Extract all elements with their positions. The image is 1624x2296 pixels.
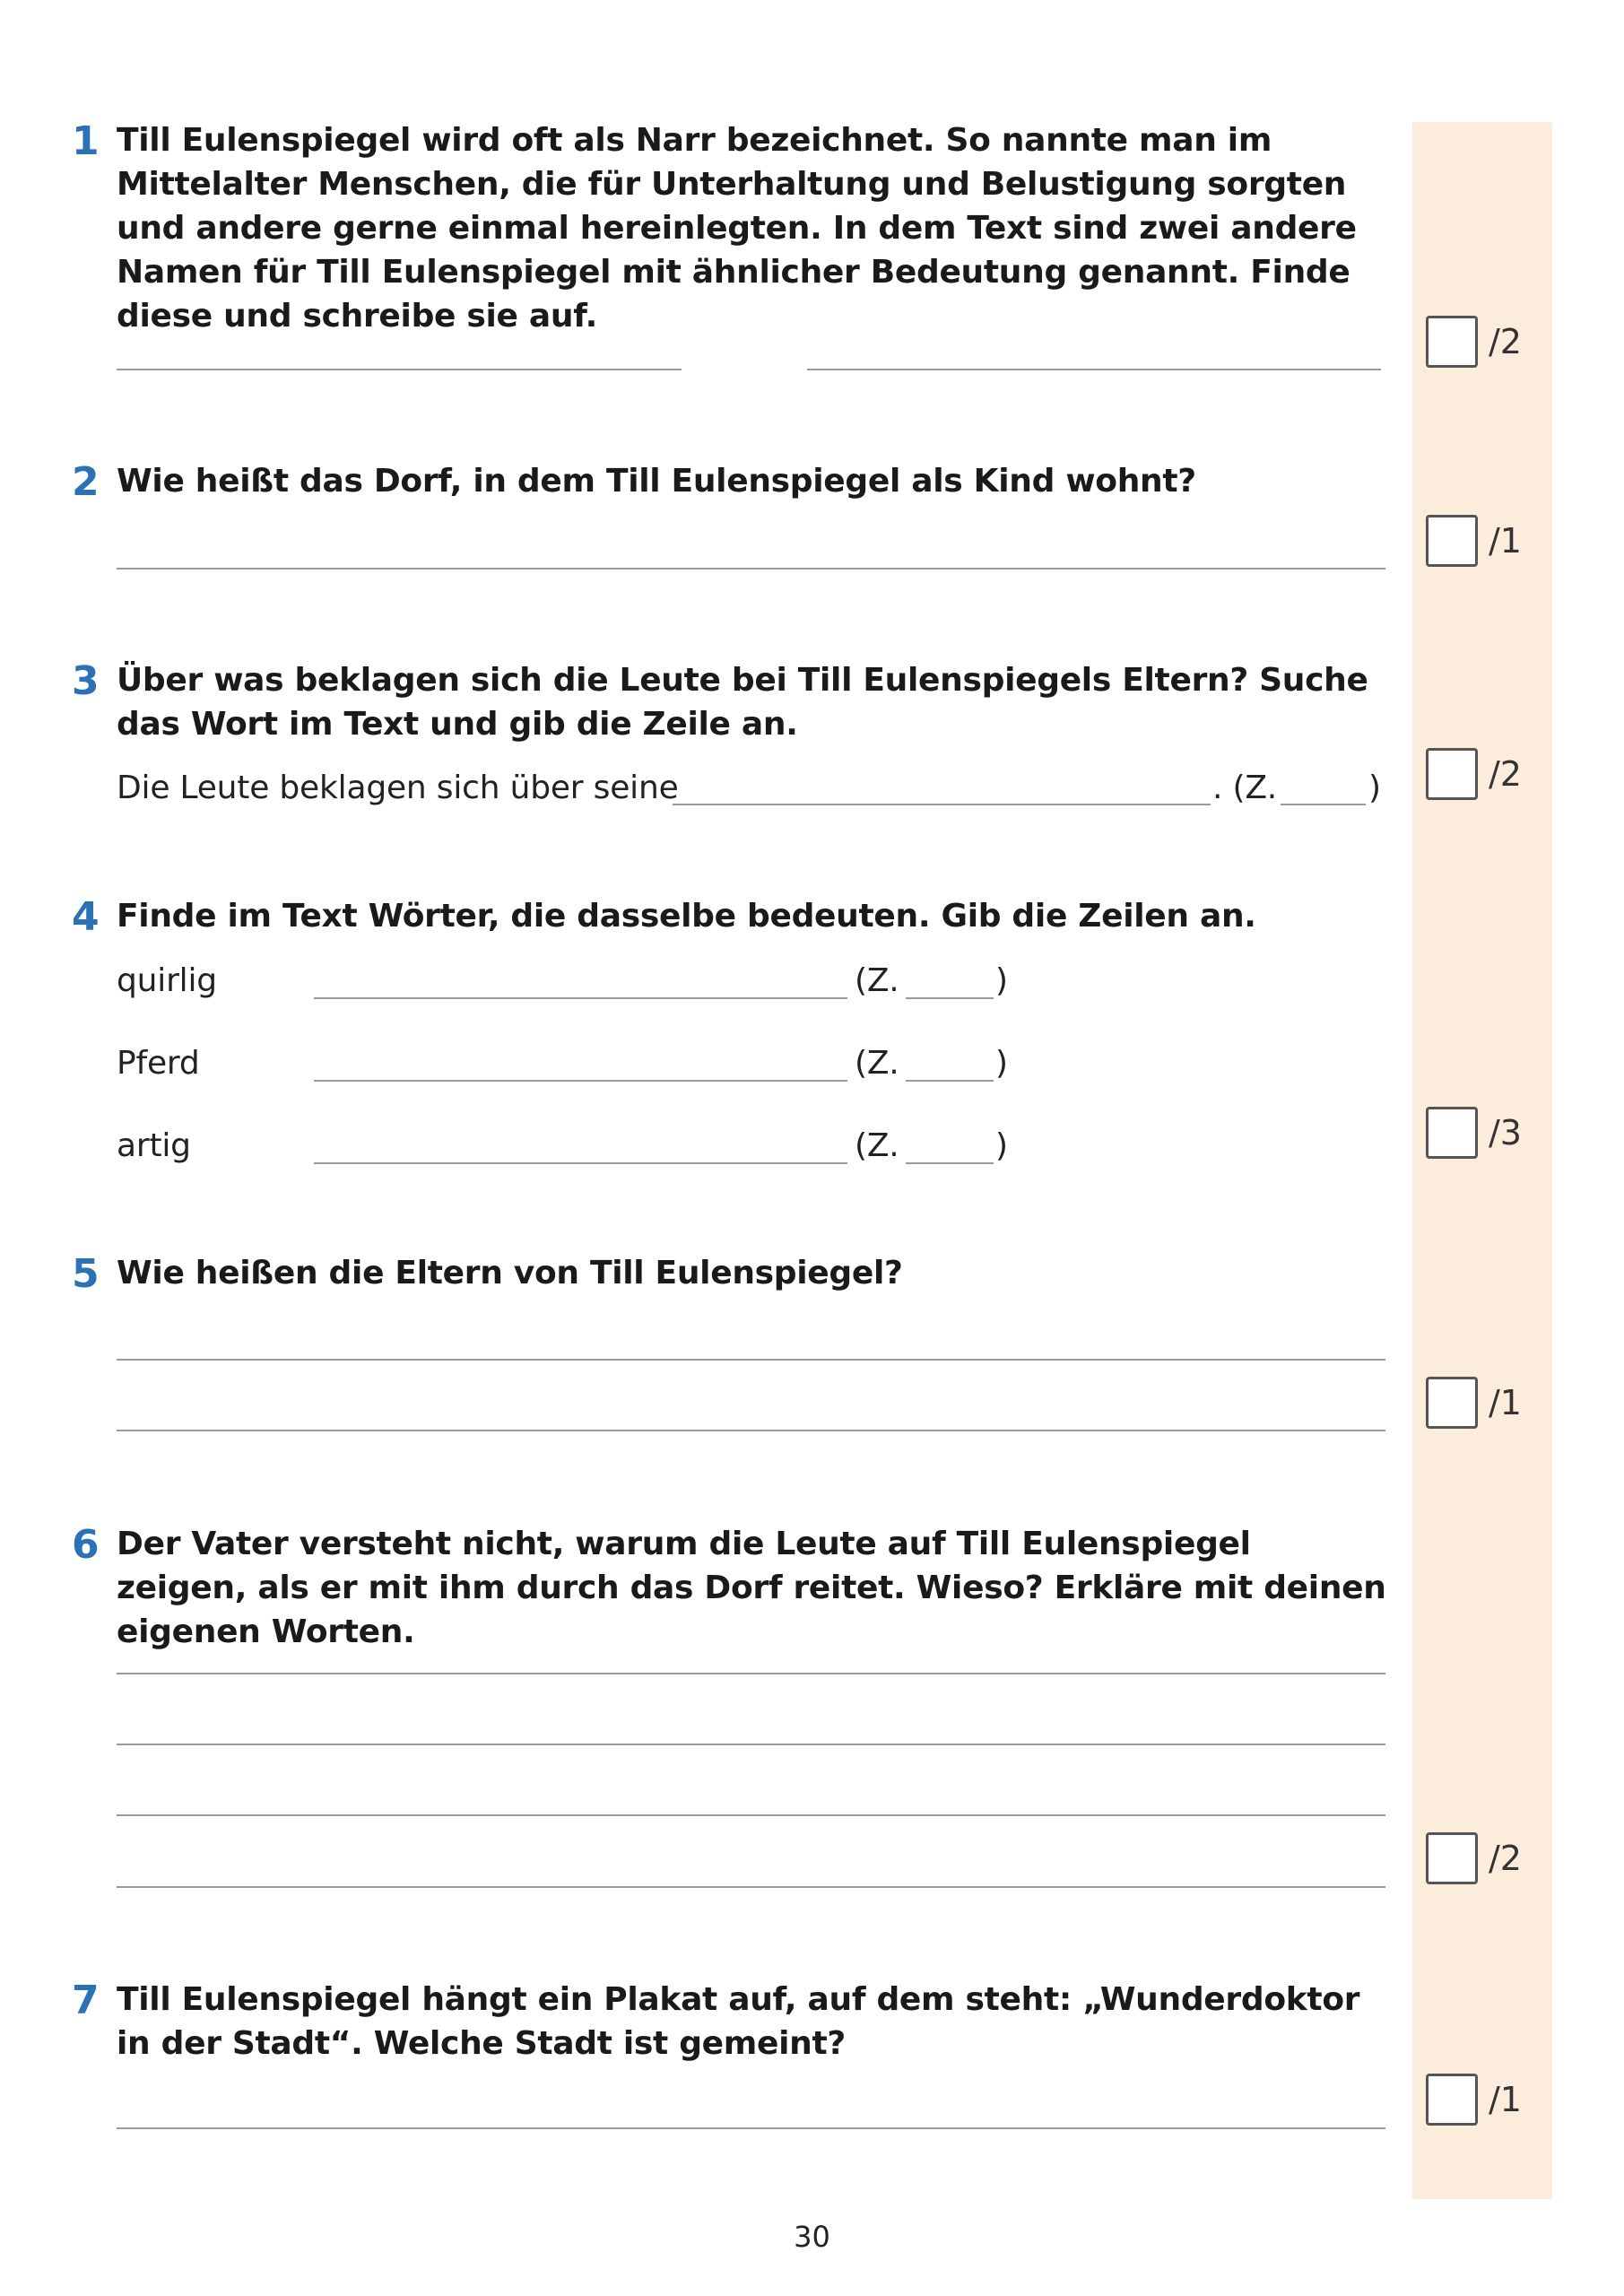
score-box[interactable] <box>1426 316 1478 368</box>
word-label: Pferd <box>117 1045 200 1082</box>
points-label: /2 <box>1489 754 1522 794</box>
answer-line[interactable] <box>117 568 1385 570</box>
line-number-field[interactable] <box>1281 804 1366 805</box>
answer-line[interactable] <box>117 1744 1385 1745</box>
close-paren: ) <box>995 1127 1008 1164</box>
task-question: Till Eulenspiegel hängt ein Plakat auf, auf dem steht: „Wunderdoktor in der Stadt“. Welche Stadt ist gemeint? <box>117 1981 1360 2062</box>
task-number: 5 <box>72 1251 100 1297</box>
answer-line[interactable] <box>673 804 1211 805</box>
answer-line[interactable] <box>314 997 847 999</box>
score-box[interactable] <box>1426 1832 1478 1884</box>
score-box[interactable] <box>1426 748 1478 800</box>
points-label: /2 <box>1489 1839 1522 1878</box>
task-question: Wie heißen die Eltern von Till Eulenspiegel? <box>117 1255 903 1292</box>
page-number: 30 <box>794 2220 830 2254</box>
score-box[interactable] <box>1426 515 1478 567</box>
answer-line[interactable] <box>807 369 1381 370</box>
score-box[interactable] <box>1426 1377 1478 1429</box>
task-question: Über was beklagen sich die Leute bei Till Eulenspiegels Eltern? Suche das Wort im Text und gib die Zeile an. <box>117 662 1368 743</box>
answer-line[interactable] <box>117 1430 1385 1431</box>
answer-line[interactable] <box>117 2127 1385 2129</box>
points-label: /1 <box>1489 521 1522 561</box>
task-question: Der Vater versteht nicht, warum die Leute auf Till Eulenspiegel zeigen, als er mit ihm durch das Dorf reitet. Wieso? Erkläre mit deinen eigenen Worten. <box>117 1526 1386 1650</box>
line-ref-label: (Z. <box>855 1045 899 1082</box>
answer-line[interactable] <box>117 1886 1385 1888</box>
task-number: 4 <box>72 894 100 940</box>
line-ref-label: (Z. <box>855 1127 899 1164</box>
line-ref-label: . (Z. <box>1212 770 1278 806</box>
close-paren: ) <box>1368 770 1381 806</box>
points-label: /1 <box>1489 1383 1522 1422</box>
answer-line[interactable] <box>117 1673 1385 1674</box>
line-ref-label: (Z. <box>855 962 899 999</box>
answer-line[interactable] <box>117 1814 1385 1816</box>
sentence-start: Die Leute beklagen sich über seine <box>117 770 679 806</box>
points-label: /3 <box>1489 1113 1522 1152</box>
score-box[interactable] <box>1426 1107 1478 1159</box>
close-paren: ) <box>995 1045 1008 1082</box>
word-label: artig <box>117 1127 191 1164</box>
word-label: quirlig <box>117 962 217 999</box>
line-number-field[interactable] <box>906 997 994 999</box>
task-question: Till Eulenspiegel wird oft als Narr bezeichnet. So nannte man im Mittelalter Menschen, die für Unterhaltung und Belustigung sorgten und andere gerne einmal hereinlegten. In dem Text sind zwei andere Namen für Till Eulenspiegel mit ähnlicher Bedeutung genannt. Finde diese und schreibe sie auf. <box>117 122 1357 335</box>
score-box[interactable] <box>1426 2074 1478 2126</box>
line-number-field[interactable] <box>906 1080 994 1082</box>
score-column <box>1412 122 1552 2199</box>
answer-line[interactable] <box>314 1080 847 1082</box>
task-number: 3 <box>72 658 100 704</box>
answer-line[interactable] <box>314 1162 847 1164</box>
points-label: /2 <box>1489 322 1522 361</box>
line-number-field[interactable] <box>906 1162 994 1164</box>
points-label: /1 <box>1489 2080 1522 2119</box>
task-number: 1 <box>72 118 100 164</box>
answer-line[interactable] <box>117 369 682 370</box>
task-question: Wie heißt das Dorf, in dem Till Eulenspiegel als Kind wohnt? <box>117 463 1196 500</box>
answer-line[interactable] <box>117 1359 1385 1361</box>
task-question: Finde im Text Wörter, die dasselbe bedeuten. Gib die Zeilen an. <box>117 898 1256 935</box>
close-paren: ) <box>995 962 1008 999</box>
task-number: 2 <box>72 459 100 505</box>
task-number: 6 <box>72 1522 100 1568</box>
task-number: 7 <box>72 1978 100 2023</box>
